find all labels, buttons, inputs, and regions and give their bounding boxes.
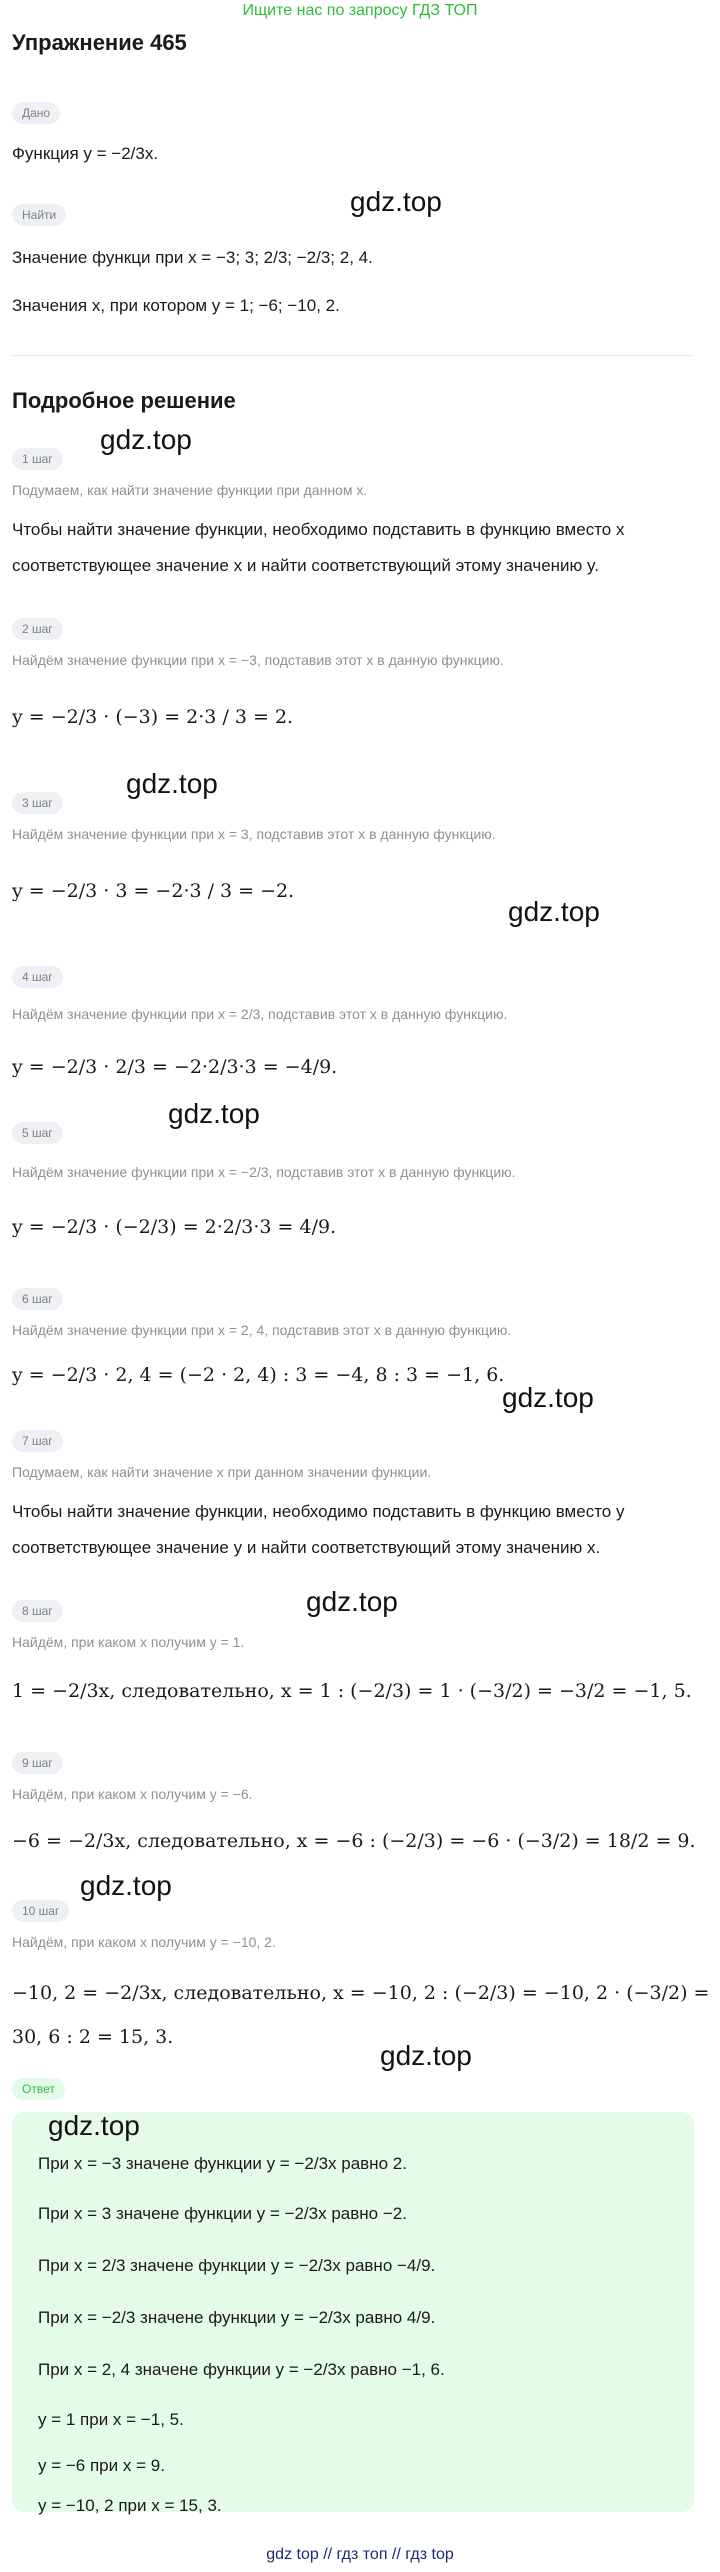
step-math: y = −2/3 · (−3) = 2·3 / 3 = 2. [12,706,294,728]
watermark: gdz.top [48,2110,140,2141]
answer-line: y = 1 при x = −1, 5. [38,2410,184,2429]
watermark: gdz.top [380,2040,472,2071]
find-label: Найти [12,204,66,226]
find-line-1: Значение функци при x = −3; 3; 2/3; −2/3; 2, 4. [12,248,373,267]
step-math: y = −2/3 · 3 = −2·3 / 3 = −2. [12,880,295,902]
step-math: y = −2/3 · (−2/3) = 2·2/3·3 = 4/9. [12,1216,337,1238]
given-text: Функция y = −2/3x. [12,144,159,163]
step-hint: Найдём значение функции при x = 2/3, подставив этот x в данную функцию. [12,1006,508,1022]
step-label: 7 шаг [12,1430,63,1452]
step-math: 1 = −2/3x, следовательно, x = 1 : (−2/3) = 1 · (−3/2) = −3/2 = −1, 5. [12,1680,692,1702]
step-label: 3 шаг [12,792,63,814]
step-math: −10, 2 = −2/3x, следовательно, x = −10, 2 : (−2/3) = −10, 2 · (−3/2) = [12,1982,710,2004]
given-label: Дано [12,102,60,124]
step-math: 30, 6 : 2 = 15, 3. [12,2026,174,2048]
step-label: 9 шаг [12,1752,63,1774]
page-title: Упражнение 465 [12,30,187,55]
step-label: 6 шаг [12,1288,63,1310]
step-math: y = −2/3 · 2, 4 = (−2 · 2, 4) : 3 = −4, 8 : 3 = −1, 6. [12,1364,505,1386]
step-hint: Найдём значение функции при x = −3, подставив этот x в данную функцию. [12,652,504,668]
answer-line: y = −10, 2 при x = 15, 3. [38,2496,222,2515]
answer-line: При x = −2/3 значене функции y = −2/3x равно 4/9. [38,2308,436,2327]
watermark: gdz.top [350,186,442,217]
step-hint: Найдём, при каком x получим y = −6. [12,1786,253,1802]
step-text: Чтобы найти значение функции, необходимо подставить в функцию вместо y [12,1502,625,1521]
watermark: gdz.top [100,424,192,455]
answer-line: При x = 3 значене функции y = −2/3x равно −2. [38,2204,407,2223]
step-label: 8 шаг [12,1600,63,1622]
watermark: gdz.top [502,1382,594,1413]
step-label: 5 шаг [12,1122,63,1144]
watermark: gdz.top [126,768,218,799]
step-label: 1 шаг [12,448,63,470]
step-math: y = −2/3 · 2/3 = −2·2/3·3 = −4/9. [12,1056,338,1078]
answer-line: y = −6 при x = 9. [38,2456,165,2475]
step-label: 4 шаг [12,966,63,988]
search-banner: Ищите нас по запросу ГДЗ ТОП [242,2,478,19]
step-hint: Найдём, при каком x получим y = 1. [12,1634,245,1650]
watermark: gdz.top [306,1586,398,1617]
answer-line: При x = −3 значене функции y = −2/3x равно 2. [38,2154,407,2173]
watermark: gdz.top [80,1870,172,1901]
step-hint: Найдём значение функции при x = −2/3, подставив этот x в данную функцию. [12,1164,516,1180]
footer-links: gdz top // гдз топ // гдз top [266,2546,454,2563]
divider [12,355,692,356]
answer-line: При x = 2/3 значене функции y = −2/3x равно −4/9. [38,2256,436,2275]
step-label: 2 шаг [12,618,63,640]
answer-line: При x = 2, 4 значене функции y = −2/3x равно −1, 6. [38,2360,445,2379]
step-hint: Подумаем, как найти значение функции при данном x. [12,482,368,498]
step-text: соответствующее значение y и найти соответствующий этому значению x. [12,1538,601,1557]
watermark: gdz.top [168,1098,260,1129]
solution-heading: Подробное решение [12,388,236,413]
step-label: 10 шаг [12,1900,69,1922]
step-text: соответствующее значение x и найти соответствующий этому значению y. [12,556,599,575]
step-hint: Найдём значение функции при x = 3, подставив этот x в данную функцию. [12,826,496,842]
step-hint: Найдём значение функции при x = 2, 4, подставив этот x в данную функцию. [12,1322,512,1338]
answer-box [12,2112,694,2512]
step-hint: Подумаем, как найти значение x при данном значении функции. [12,1464,432,1480]
answer-label: Ответ [12,2078,65,2100]
step-hint: Найдём, при каком x получим y = −10, 2. [12,1934,276,1950]
step-math: −6 = −2/3x, следовательно, x = −6 : (−2/3) = −6 · (−3/2) = 18/2 = 9. [12,1830,696,1852]
watermark: gdz.top [508,896,600,927]
find-line-2: Значения x, при котором y = 1; −6; −10, 2. [12,296,340,315]
step-text: Чтобы найти значение функции, необходимо подставить в функцию вместо x [12,520,625,539]
